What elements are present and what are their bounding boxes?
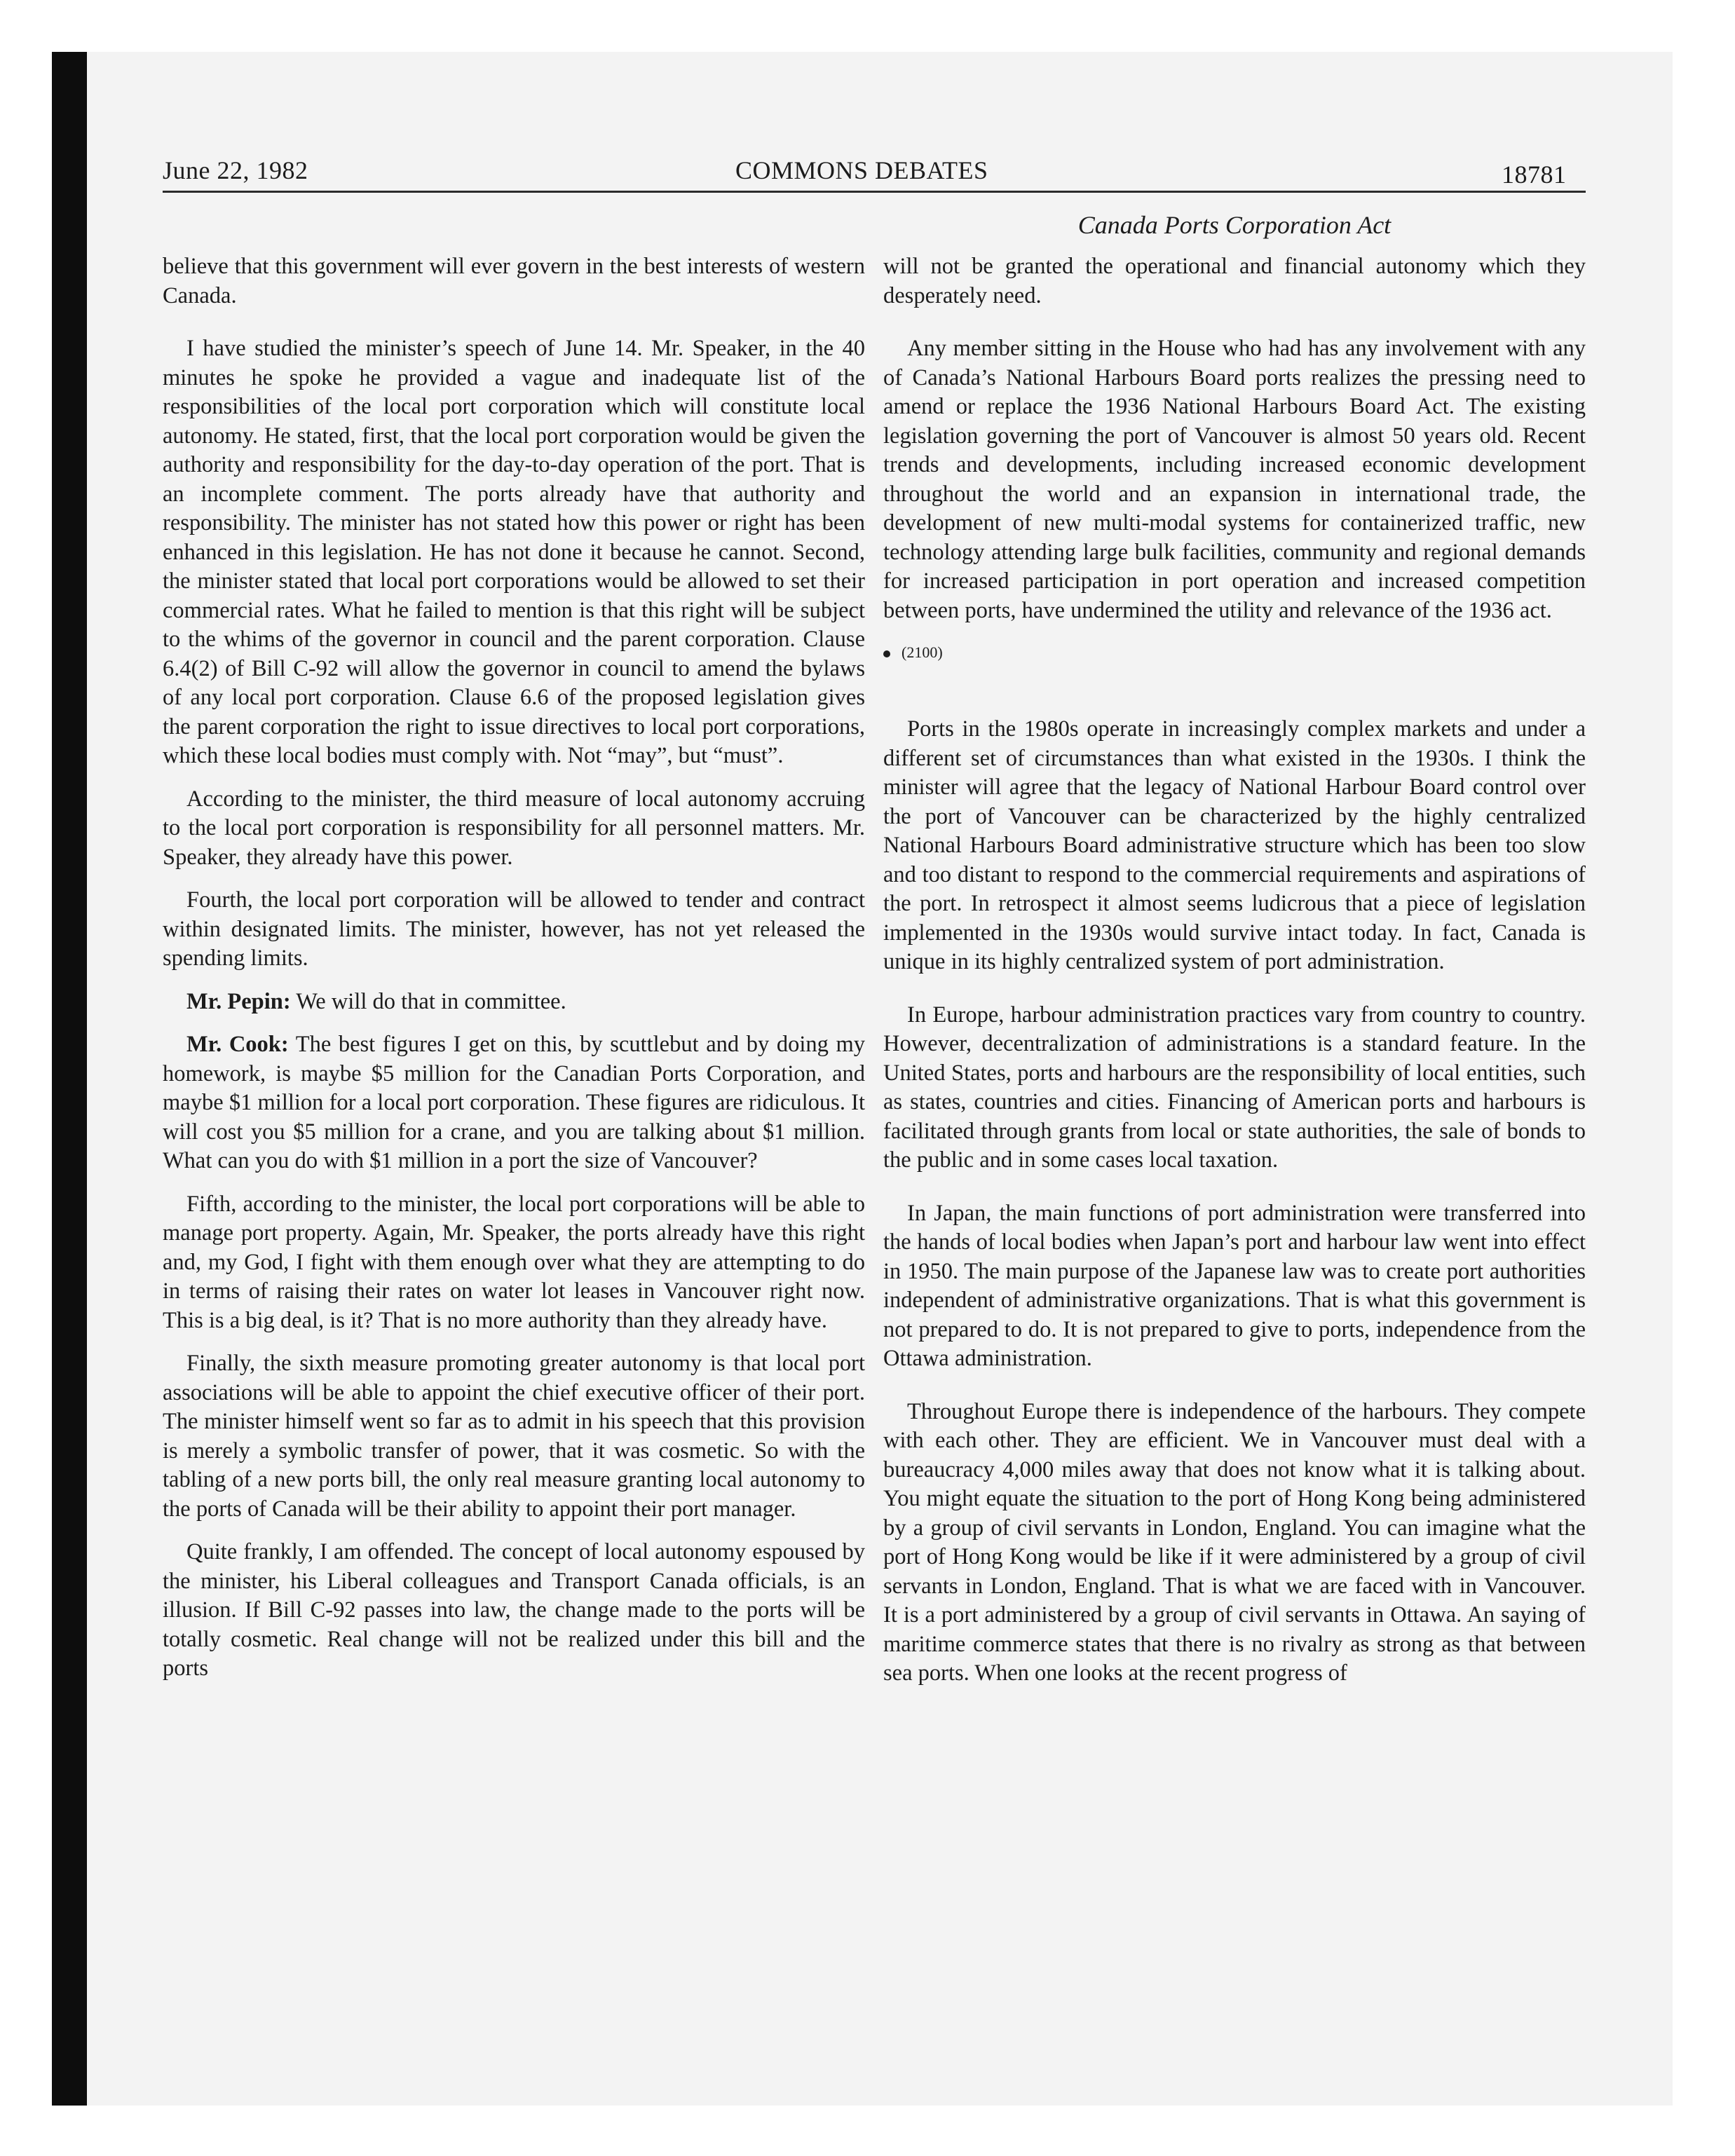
time-marker bbox=[883, 642, 1586, 663]
left-column bbox=[163, 252, 865, 1698]
bullet-icon bbox=[883, 650, 890, 657]
speech-text: The best figures I get on this, by scuttlebut and by doing my homework, is maybe $5 million for the Canadian Ports Corporation, and maybe $1 million for a local port corporation. These figures are ridiculous. It will cost you $5 million for a crane, and you are talking about $1 million. What can you do with $1 million in a port the size of Vancouver? bbox=[163, 1032, 865, 1173]
running-title: Canada Ports Corporation Act bbox=[1077, 211, 1392, 239]
paragraph: Ports in the 1980s operate in increasingly complex markets and under a different set of circumstances than what existed in the 1930s. I think the minister will agree that the legacy of National Harbour Board control over the port of Vancouver can be characterized by the highly centralized National Harbours Board administrative structure which has been too slow and too distant to respond to the commercial requirements and aspirations of the port. In retrospect it almost seems ludicrous that a piece of legislation implemented in the 1930s would survive intact today. In fact, Canada is unique in its highly centralized system of port administration. bbox=[883, 716, 1586, 974]
speaker-name: Mr. Cook: bbox=[186, 1032, 289, 1057]
paragraph: believe that this government will ever govern in the best interests of western Canada. bbox=[163, 254, 865, 308]
speech-paragraph bbox=[163, 988, 865, 1017]
speaker-name: Mr. Pepin: bbox=[186, 988, 291, 1014]
paragraph: In Europe, harbour administration practices vary from country to country. However, decentralization of administrations is a standard feature. In the United States, ports and harbours are the responsibility of local entities, such as states, countries and cities. Financing of American ports and harbours is facilitated through grants from local or state authorities, the sale of bonds to the public and in some cases local taxation. bbox=[883, 1002, 1586, 1173]
paragraph: I have studied the minister’s speech of June 14. Mr. Speaker, in the 40 minutes he spoke he provided a vague and inadequate list of the responsibilities of the local port corporation which will constitute local autonomy. He stated, first, that the local port corporation would be given the authority and responsibility for the day-to-day operation of the port. That is an incomplete comment. The ports already have that authority and responsibility. The minister has not stated how this power or right has been enhanced in this legislation. He has not done it because he cannot. Second, the minister stated that local port corporations would be allowed to set their commercial rates. What he failed to mention is that this right will be subject to the whims of the governor in council and the parent corporation. Clause 6.4(2) of Bill C-92 will allow the governor in council to amend the bylaws of any local port corporation. Clause 6.6 of the proposed legislation gives the parent corporation the right to issue directives to local port corporations, which these local bodies must comply with. Not “may”, but “must”. bbox=[163, 336, 865, 768]
paragraph: Throughout Europe there is independence of the harbours. They compete with each other. They are efficient. We in Vancouver must deal with a bureaucracy 4,000 miles away that does not know what it is talking about. You might equate the situation to the port of Hong Kong being administered by a group of civil servants in London, England. You can imagine what the port of Hong Kong would be like if it were administered by a group of civil servants in London, England. That is what we are faced with in Vancouver. It is a port administered by a group of civil servants in Ottawa. An saying of maritime commerce states that there is no rivalry as strong as that between sea ports. When one looks at the recent progress of bbox=[883, 1398, 1586, 1686]
header-page-number: 18781 bbox=[1502, 161, 1567, 189]
paragraph: Fifth, according to the minister, the local port corporations will be able to manage port property. Again, Mr. Speaker, the ports already have this right and, my God, I fight with them enough over what they are attempting to do in terms of raising their rates on water lot leases in Vancouver right now. This is a big deal, is it? That is no more authority than they already have. bbox=[163, 1191, 865, 1333]
paragraph: Quite frankly, I am offended. The concept of local autonomy espoused by the minister, his Liberal colleagues and Transport Canada officials, is an illusion. If Bill C-92 passes into law, the change made to the ports will be totally cosmetic. Real change will not be realized under this bill and the ports bbox=[163, 1539, 865, 1681]
paragraph: will not be granted the operational and financial autonomy which they desperately need. bbox=[883, 254, 1586, 308]
paragraph: Fourth, the local port corporation will be allowed to tender and contract within designated limits. The minister, however, has not yet released the spending limits. bbox=[163, 887, 865, 971]
scan-edge-shadow bbox=[52, 52, 87, 2106]
header-date: June 22, 1982 bbox=[163, 156, 308, 184]
header-publication: COMMONS DEBATES bbox=[735, 156, 988, 184]
paragraph: In Japan, the main functions of port administration were transferred into the hands of local bodies when Japan’s port and harbour law went into effect in 1950. The main purpose of the Japanese law was to create port authorities independent of administrative organizations. That is what this government is not prepared to do. It is not prepared to give to ports, independence from the Ottawa administration. bbox=[883, 1200, 1586, 1371]
paragraph: Any member sitting in the House who had has any involvement with any of Canada’s National Harbours Board ports realizes the pressing need to amend or replace the 1936 National Harbours Board Act. The existing legislation governing the port of Vancouver is almost 50 years old. Recent trends and developments, including increased economic development throughout the world and an expansion in international trade, the development of new multi-modal systems for containerized traffic, new technology attending large bulk facilities, community and regional demands for increased participation in port operation and increased competition between ports, have undermined the utility and relevance of the 1936 act. bbox=[883, 336, 1586, 623]
right-column bbox=[883, 252, 1586, 1703]
paragraph: According to the minister, the third measure of local autonomy accruing to the local port corporation is responsibility for all personnel matters. Mr. Speaker, they already have this power. bbox=[163, 786, 865, 870]
header-rule bbox=[163, 191, 1586, 193]
speech-text: We will do that in committee. bbox=[296, 988, 566, 1014]
time-marker-text: (2100) bbox=[901, 643, 943, 661]
speech-paragraph bbox=[163, 1030, 865, 1176]
paragraph: Finally, the sixth measure promoting greater autonomy is that local port associations will be able to appoint the chief executive officer of their port. The minister himself went so far as to admit in his speech that this provision is merely a symbolic transfer of power, that it was cosmetic. So with the tabling of a new ports bill, the only real measure granting local autonomy to the ports of Canada will be their ability to appoint their port manager. bbox=[163, 1351, 865, 1522]
